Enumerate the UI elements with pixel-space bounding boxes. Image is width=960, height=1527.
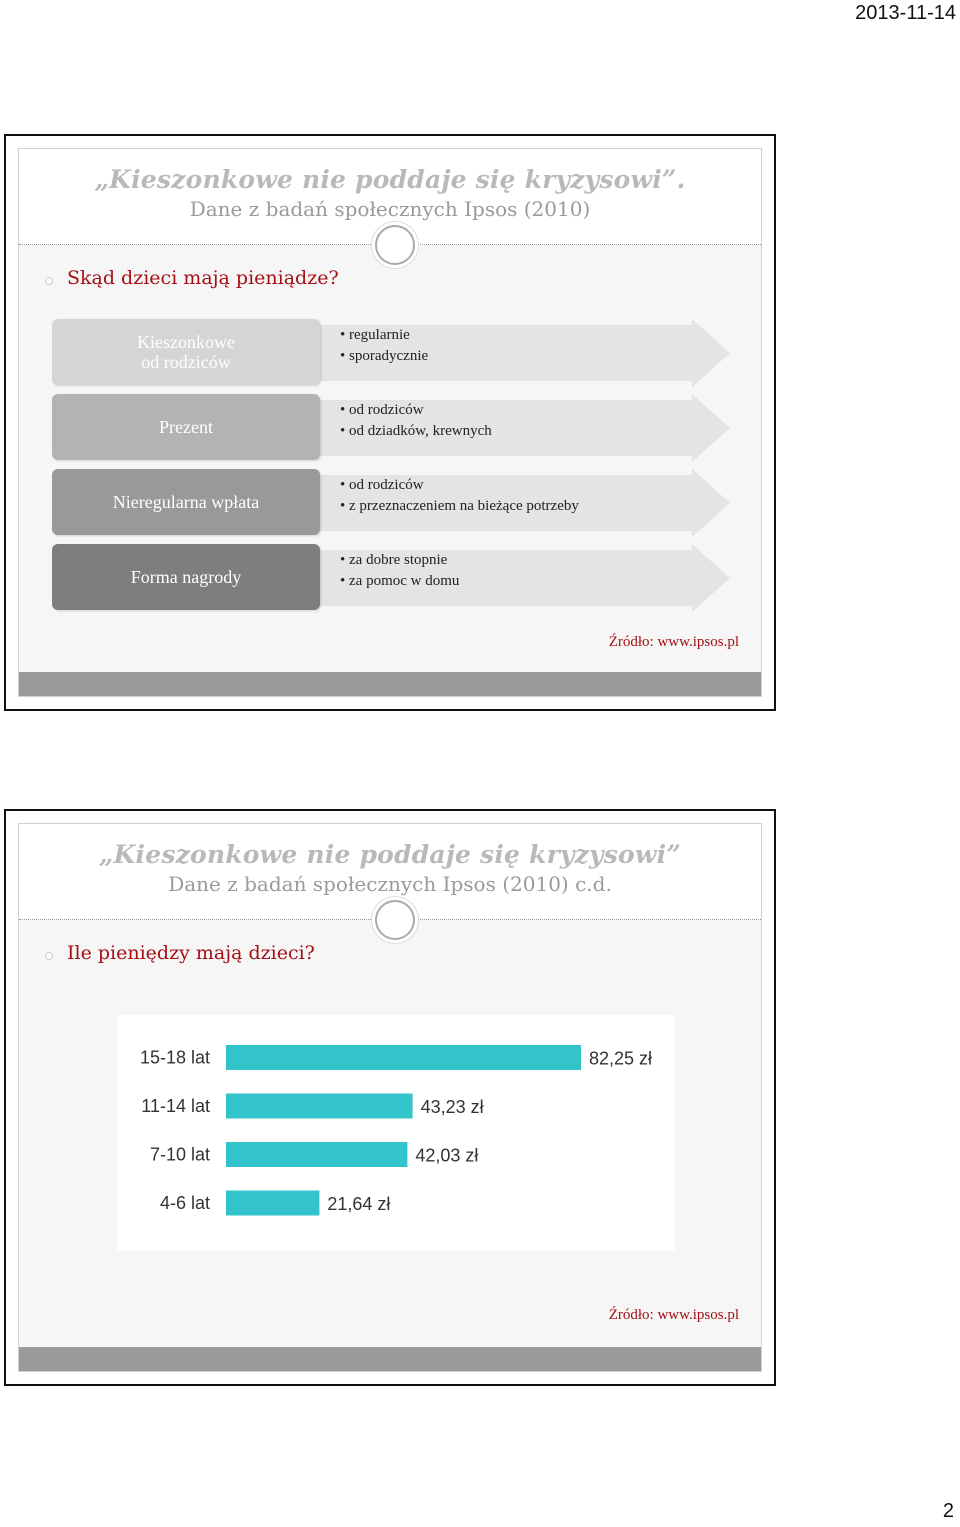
- slide-1: [4, 134, 776, 711]
- slide-2-title: „Kieszonkowe nie poddaje się kryzysowi”: [99, 840, 681, 869]
- bar-chart: [117, 1015, 675, 1251]
- value-label: 82,25 zł: [589, 1048, 653, 1069]
- row-items: [340, 475, 579, 517]
- row-item: • od rodziców: [340, 400, 492, 421]
- source-row: [52, 394, 732, 462]
- slide-1-title: „Kieszonkowe nie poddaje się kryzysowi”.: [94, 165, 686, 194]
- slide-2: [4, 809, 776, 1386]
- page-date: 2013-11-14: [855, 2, 956, 24]
- slide-1-question: Skąd dzieci mają pieniądze?: [67, 267, 339, 289]
- category-label: 11-14 lat: [141, 1096, 210, 1116]
- row-item: • regularnie: [340, 325, 428, 346]
- category-label: 4-6 lat: [159, 1193, 210, 1213]
- source-row: [52, 469, 732, 537]
- row-item: • za pomoc w domu: [340, 571, 459, 592]
- row-label: Nieregularna wpłata: [112, 492, 260, 512]
- row-items: [340, 400, 492, 442]
- bar: [226, 1094, 413, 1119]
- chart-panel: [117, 1015, 675, 1251]
- bar: [226, 1191, 319, 1216]
- slide-1-footer-bar: [19, 672, 761, 696]
- row-label-box: [52, 394, 320, 460]
- slide-1-subtitle: Dane z badań społecznych Ipsos (2010): [189, 197, 591, 221]
- slide-2-question: Ile pieniędzy mają dzieci?: [67, 942, 315, 964]
- row-label-box: [52, 469, 320, 535]
- row-label: Kieszonkowe od rodziców: [137, 332, 235, 372]
- slide-2-source: Źródło: www.ipsos.pl: [608, 1307, 739, 1323]
- slide-2-footer-bar: [19, 1347, 761, 1371]
- row-label-box: [52, 544, 320, 610]
- bullet-icon: [45, 277, 53, 285]
- slide-1-source: Źródło: www.ipsos.pl: [608, 634, 739, 650]
- category-label: 15-18 lat: [139, 1047, 210, 1068]
- slide-1-frame: [18, 148, 762, 697]
- row-item: • sporadycznie: [340, 346, 428, 367]
- category-label: 7-10 lat: [149, 1144, 210, 1165]
- bar: [226, 1045, 581, 1070]
- slide-2-subtitle: Dane z badań społecznych Ipsos (2010) c.d.: [168, 872, 612, 896]
- title-circle-ornament: [375, 225, 415, 265]
- row-label-box: [52, 319, 320, 385]
- page-number: 2: [942, 1500, 954, 1522]
- row-items: [340, 325, 428, 367]
- slide-2-frame: [18, 823, 762, 1372]
- row-label: Prezent: [159, 417, 213, 437]
- value-label: 43,23 zł: [420, 1097, 484, 1117]
- row-label: Forma nagrody: [130, 567, 242, 587]
- bar: [226, 1142, 407, 1167]
- row-item: • za dobre stopnie: [340, 550, 459, 571]
- source-row: [52, 544, 732, 612]
- value-label: 42,03 zł: [415, 1145, 479, 1166]
- title-circle-ornament: [375, 900, 415, 940]
- row-item: • od rodziców: [340, 475, 579, 496]
- value-label: 21,64 zł: [327, 1194, 391, 1214]
- bullet-icon: [45, 952, 53, 960]
- row-items: [340, 550, 459, 592]
- row-item: • od dziadków, krewnych: [340, 421, 492, 442]
- row-item: • z przeznaczeniem na bieżące potrzeby: [340, 496, 579, 517]
- source-row: [52, 319, 732, 387]
